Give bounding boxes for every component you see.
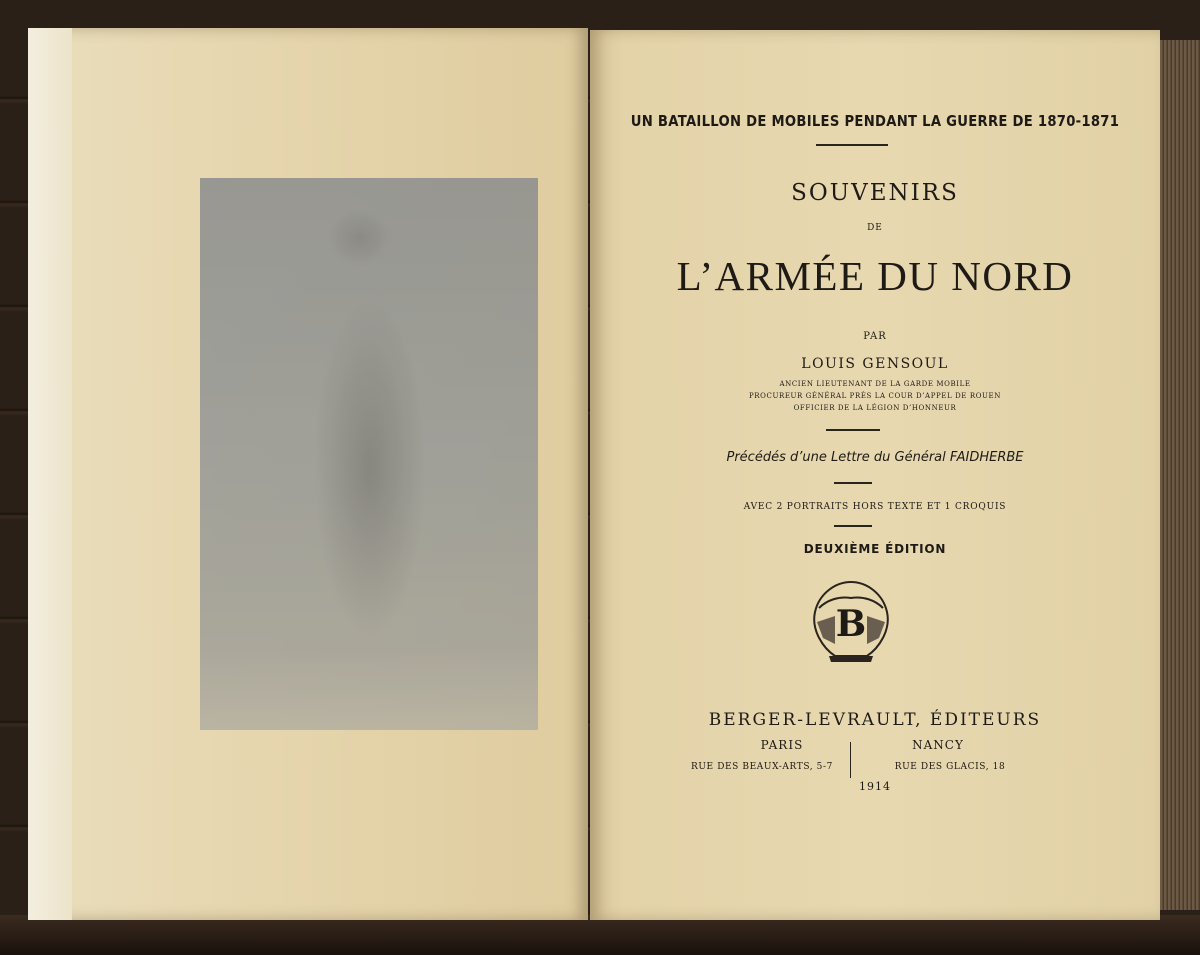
preface-line: Précédés d’une Lettre du Général FAIDHERBE — [726, 450, 1024, 465]
publisher-name: BERGER-LEVRAULT, ÉDITEURS — [708, 710, 1042, 730]
illustrations-line: AVEC 2 PORTRAITS HORS TEXTE ET 1 CROQUIS — [743, 502, 1007, 512]
author-credential: PROCUREUR GÉNÉRAL PRÈS LA COUR D’APPEL DE ROUEN — [748, 392, 1001, 400]
address-nancy: RUE DES GLACIS, 18 — [894, 762, 1006, 772]
author-credential: OFFICIER DE LA LÉGION D’HONNEUR — [793, 404, 957, 412]
rule-4 — [834, 525, 872, 527]
title-page — [590, 30, 1160, 920]
rule-1 — [816, 144, 888, 146]
page-stack-edge — [1160, 40, 1200, 910]
address-paris: RUE DES BEAUX-ARTS, 5-7 — [691, 762, 833, 772]
shelf-ledge — [0, 915, 1200, 955]
city-paris: PARIS — [760, 738, 804, 752]
rule-3 — [834, 482, 872, 484]
rule-2 — [826, 429, 880, 431]
city-nancy: NANCY — [912, 738, 964, 752]
edition-label: DEUXIÈME ÉDITION — [803, 542, 947, 556]
soldier-portrait-photo — [200, 178, 538, 730]
author-name: LOUIS GENSOUL — [801, 356, 949, 372]
publisher-emblem-icon — [805, 578, 897, 664]
par-label: PAR — [863, 331, 887, 342]
faded-caption — [268, 763, 428, 833]
publication-year: 1914 — [859, 780, 891, 793]
page-edge — [28, 28, 72, 920]
svg-text:B: B — [835, 603, 867, 645]
title-souvenirs: SOUVENIRS — [791, 180, 959, 206]
frontispiece-page — [28, 28, 588, 920]
author-credential: ANCIEN LIEUTENANT DE LA GARDE MOBILE — [779, 380, 971, 388]
main-title: L’ARMÉE DU NORD — [676, 253, 1074, 299]
title-de: DE — [867, 223, 883, 233]
series-title: UN BATAILLON DE MOBILES PENDANT LA GUERRE DE 1870-1871 — [630, 112, 1120, 130]
